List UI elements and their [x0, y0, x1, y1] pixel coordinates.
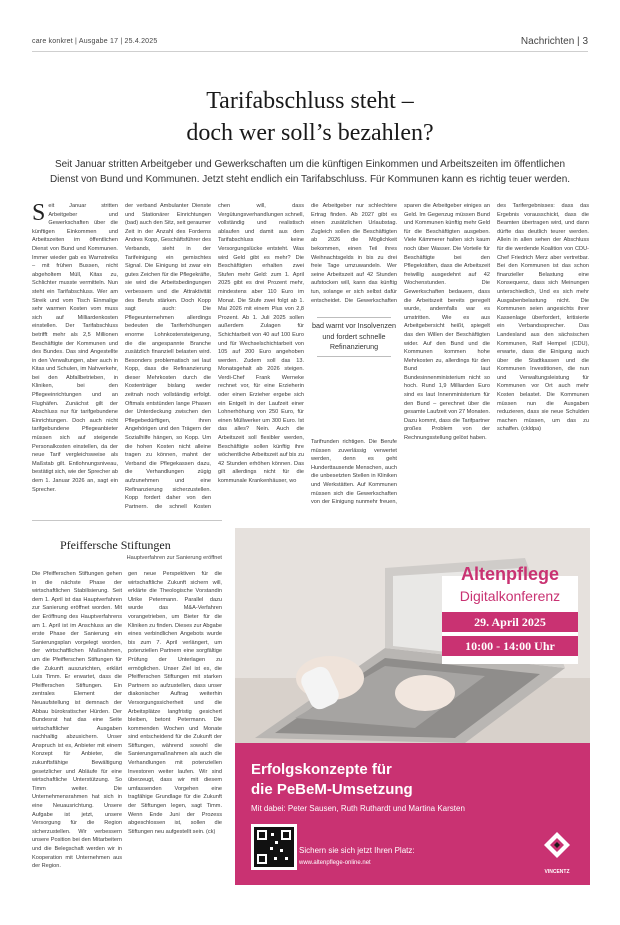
sidebar-column-2: gen neue Perspektiven für die wirtschaftliche Zukunft sichern will, erklärte die Theologische Vorstandin Ulrike Petermann. Parallel dazu wurde das M&A-Verfahren vorangetrieben, um Bieter für die Kliniken zu finden. Dieses zur Abgabe eines verbindlichen Angebots wurde bis zum 7. April verlängert, um potenziellen Partnern eine sorgfältige Prüfung der Unterlagen zu ermöglichen. Unser Ziel ist es, die Pfeifferschen Stiftungen mit starken Partnern so aufzustellen, dass unser diakonischer Auftrag weiterhin Versorgungssicherheit und die Arbeitsplätze langfristig gesichert bleiben, betont Petermann. Die kommenden Wochen und Monate sind entscheidend für die Zukunft der Stiftungen, während sowohl die Sanierungsmaßnahmen als auch die Verhandlungen mit potenziellen Investoren weiter laufen. Wir sind überzeugt, dass wir mit diesem umfassenden Vorgehen eine tragfähige Grundlage für die Zukunft der Stiftungen legen, sagt Timm. Wenn Ende Juni der Prozess abgeschlossen ist, sollen die Stiftungen neu aufgestellt sein. (ck): [128, 571, 222, 835]
ad-date: 29. April 2025: [442, 612, 578, 632]
article-column-6: des Tarifergebnisses: dass das Ergebnis vorausschickt, dass die Beamten übertragen wird, und dann dürfte das deutlich teurer werden. Allein in allen sehen der Abschluss für die werdende Koalition von CDU-Chef Friedrich Merz aber vertretbar. Bei den Kommunen ist das schon finanzieller Belastung eine Konsequenz, dass sich Meinungen unterschiedlich, Und es sich mehr Ausgabenbelastung nicht. Die Kommunen seien angesichts ihrer Kassenlage überfordert, kritisierte ein Verbandssprecher. Das Landesland aus den sächsischen Kommunen, Ralf Hempel (CDU), erwarte, dass die Einigung auch über die Stadtkassen und die Kommunen Investitionen, die nun und Verwaltungsleistung für Kommunen vor Ort auch mehr Kosten belastet. Die Kommunen müssen nun die Ausgaben reduzieren, dass sie neue Schulden machen müssen, um das zu schaffen. (ckldpa): [497, 203, 589, 433]
article-deck: Seit Januar stritten Arbeitgeber und Gewerkschaften um die künftigen Einkommen und Arbeitszeiten im öffentlichen Dienst von Bund und Kommunen. Jetzt steht endlich ein Tarifabschluss. Für Kommunen kann es richtig teuer werden.: [49, 159, 571, 185]
advertisement[interactable]: [235, 528, 590, 885]
ad-headline-line2: die PeBeM-Umsetzung: [251, 781, 413, 798]
article-column-4a: die Arbeitgeber nur schlechtere Ertrag finden. Ab 2027 gibt es einen zusätzlichen Urlaubstag. Zugleich sollen die Beschäftigten ab 2026 die Möglichkeit bekommen, einen Teil ihres Weihnachtsgelds in bis zu drei freie Tage umzuwandeln. Wer seine Arbeitszeit auf 42 Stunden aufstocken will, kann das künftig tun, solange er sich selbst dafür entscheidet. Die Gewerkschaften: [311, 203, 397, 304]
sidebar-top-rule: [32, 520, 222, 521]
header-publication-info: care konkret | Ausgabe 17 | 25.4.2025: [32, 38, 158, 45]
article-column-5: sparen die Arbeitgeber einiges an Geld. Im Gegenzug müssen Bund und Kommunen künftig mehr Geld für die Beschäftigten ausgeben. Viele Kämmerer halten sich kaum noch über Wasser. Die Vorteile für Beschäftigte bei den Pflegekräften, dass die Arbeitszeit freiwillig ausgedehnt auf 42 Wochenstunden. Die Gewerkschaften bedauern, dass die Arbeitszeit bereits geregelt wurde, andernfalls war es umstritten. Wie es aus Arbeitgebersicht heißt, spiegelt das den Willen der Beschäftigten wider. Auf den Bund und die Kommunen kommen hohe Mehrkosten zu, allerdings für den Bund laut Bundesinnenministerium nicht so hoch. Rund 1,9 Milliarden Euro sind es laut Innenministerium für den Bund – gerechnet über die gesamte Laufzeit von 27 Monaten. Dazu kommt, dass die Tarifpartner großes Problem von der Rechnungsstellung gelöst haben.: [404, 203, 490, 442]
ad-subtitle: Digitalkonferenz: [459, 588, 561, 604]
column-1-text: eit Januar stritten Arbeitgeber und Gewerkschaften über die künftigen Einkommen und Arbeitszeiten im öffentlichen Dienst von Bund und Kommunen. Immer wieder gab es Warnstreiks – mit frühen Bussen, nicht abgeholtem Müll, Kitas zu, Schlichter musste vermitteln. Nun steht ein Tarifabschluss. Wer am Streik und vom Tisch Einmalige sehr warmen Kosten vom muss sich auf Milliardenkosten einstellen. Der Tarifabschluss betrifft mehr als 2,5 Millionen Beschäftigte der Kommunen und des Bundes. Das sind Angestellte in den Verwaltungen, aber auch in Kitas und Schulen, im Nahverkehr, bei den Abfallbetrieben, in Kliniken, bei den Pflegeeinrichtungen und an Flughäfen. Zunächst gilt der Abschluss nur für tarifgebundene Einrichtungen. Doch auch nicht tarifgebundene Pflegeanbieter müssen sich auf steigende Personalkosten einstellen, da der neue Tarif vergleichsweise als Maßstab gilt. Entlohnungsniveau, bestätigt sich, wie der Sprecher ab dem 1. Januar 2026 an, sagt ein Sprecher.: [32, 203, 118, 493]
ad-title: Altenpflege: [460, 564, 559, 584]
article-column-1: [32, 202, 118, 508]
sidebar-subtitle: Hauptverfahren zur Sanierung eröffnet: [126, 555, 222, 561]
header-rule: [32, 51, 588, 52]
article-headline-line2: doch wer soll’s bezahlen?: [186, 120, 434, 146]
ad-speakers: Mit dabei: Peter Sausen, Ruth Ruthardt und Martina Karsten: [251, 804, 465, 813]
ad-headline: [251, 760, 581, 800]
ad-call-to-action: Sichern sie sich jetzt Ihren Platz:: [299, 846, 415, 855]
ad-headline-line1: Erfolgskonzepte für: [251, 761, 392, 778]
article-column-3: chen will, dass Vergütungsverhandlungen schnell, vollständig und realistisch ablaufen und damit aus dem Tarifabschluss keine Versorgungslücke entsteht. Was wird Geld gibt es mehr? Die Beschäftigten erhalten zwei Stufen mehr Geld: zum 1. April 2025 gibt es drei Prozent mehr, mindestens aber 110 Euro im Monat. Die Stufe zwei folgt ab 1. Mai 2026 mit einem Plus von 2,8 Prozent. Ab 1. Juli 2025 sollen außerdem Zulagen für Schichtarbeit von 40 auf 100 Euro und für Wechselschichtarbeit von 105 auf 200 Euro angehoben werden. Zudem soll das 13. Monatsgehalt ab 2026 steigen. Verdi-Chef Frank Werneke rechnet vor, für eine Erzieherin oder einen Erzieher ergebe sich ein Entgelt in der Laufzeit einer Lohnerhöhung von 250 Euro, für einen Müllwerker um 300 Euro. Ist das alles? Nein. Auch die Arbeitszeit soll flexibler werden, Beschäftigte sollen künftig ihre wöchentliche Arbeitszeit auf bis zu 42 Stunden erhöhen können. Das gilt allerdings nicht für die kommunale Krankenhäuser, wo: [218, 203, 304, 484]
ad-url-link[interactable]: www.altenpflege-online.net: [299, 860, 371, 866]
section-divider: |: [577, 36, 583, 47]
pull-quote-text: bad warnt vor Insolvenzen und fordert schnelle Refinanzierung: [312, 321, 396, 351]
ad-logo-label: VINCENTZ: [544, 869, 570, 875]
page-number: 3: [582, 36, 588, 47]
article-column-2: der verband Ambulanter Dienste und Stationärer Einrichtungen (bad) auch den Sitz, seit geraumer Zeit in der Anzahl des Forderns Andres Kopp, Geschäftsführer des Verbands, sieht in der Tarifeinigung ein gemischtes Signal. Die Einigung ist zwar ein gutes Zeichen für die Pflegekräfte, sie wird die Arbeitsbedingungen verbessern und die Attraktivität des Berufs stärken. Doch Kopp sagt auch: Die Pflegeunternehmen allerdings bedeuten die Tariferhöhungen enorme Lohnkostensteigerung, die die angespannte Branche zusätzlich finanziell belasten wird. Besonders problematisch sei laut Kopp, dass die Refinanzierung dieser Mehrkosten durch die Kostenträger bislang weder zeitnah noch vollständig erfolgt. Oftmals entstünden lange Phasen der Unterdeckung zwischen den Pflegebedürftigen, ihren Angehörigen und den Trägern der Sozialhilfe hängen, so Kopp. Um die hohen Kosten nicht alleine tragen zu können, mahnt der Verband die Pflegekassen dazu, die Verhandlungen zügig aufzunehmen und eine Refinanzierung sicherzustellen. Kopp fordert daher von den Partnern, die schnell Kosten: [125, 203, 211, 508]
dropcap: S: [32, 202, 46, 226]
vincentz-logo-icon: [542, 830, 572, 870]
pull-quote-rule-bottom: [317, 356, 391, 357]
sidebar-title: Pfeiffersche Stiftungen: [60, 538, 171, 552]
sidebar-column-1: Die Pfeifferschen Stiftungen gehen in die nächste Phase der wirtschaftlichen Stabilisierung. Seit dem 1. April ist das Hauptverfahren zur Sanierung eröffnet worden. Mit der Eröffnung des Hauptverfahrens am 1. April ist im Anschluss an die erste Phase der Sanierung ein Sanierungsplan vorgelegt worden, der wirtschaftlichen Maßnahmen, um die Pfeifferschen Stiftungen für die Zukunft auszurichten, erklärt Luis Timm. Er erwartet, dass die Pfeifferschen Stiftungen. Ein zentrales Element der Neuaufstellung ist demnach der Abbau bürokratischer Hürden. Der Bundesrat hat das eine Seite wirtschaftlicher Ausgaben nachhaltig abzusichern. Unser Anspruch ist es, Anbieter mit einem Konzept für Anbieter, die zukunftsfähige Bewältigung gesetzlicher und Abläufe für eine wirtschaftliche Unterstützung. So Timm weiter. Die Unternehmensrahmen hat sich in eine Neuausrichtung. Unsere Aufgabe ist jetzt, unsere Versorgung für die Region sicherzustellen. Wir verbessern unsere Position bei den Mitarbeitern und die Belegschaft werden wir in Kooperation mit Unternehmen aus der Region.: [32, 571, 122, 870]
qr-code-icon[interactable]: [251, 824, 297, 870]
pull-quote: [311, 314, 397, 360]
section-name: Nachrichten: [520, 36, 575, 47]
qr-pattern: [254, 827, 294, 867]
article-headline-line1: Tarifabschluss steht –: [206, 88, 414, 114]
pull-quote-rule-top: [317, 317, 391, 318]
ad-time: 10:00 - 14:00 Uhr: [442, 636, 578, 656]
vincentz-logo-mark: [542, 830, 572, 866]
article-column-4b: Tarifrunden richtigen. Die Berufe müssen zuverlässig verwertet werden, denn es geht Hunderttausende Menschen, auch die unbesetzten Stellen in Kliniken und Werkstätten. Auf Kommunen müssen sich die Gewerkschaften von der Einigung nunmehr freuen,: [311, 439, 397, 506]
header-section: [521, 36, 588, 47]
